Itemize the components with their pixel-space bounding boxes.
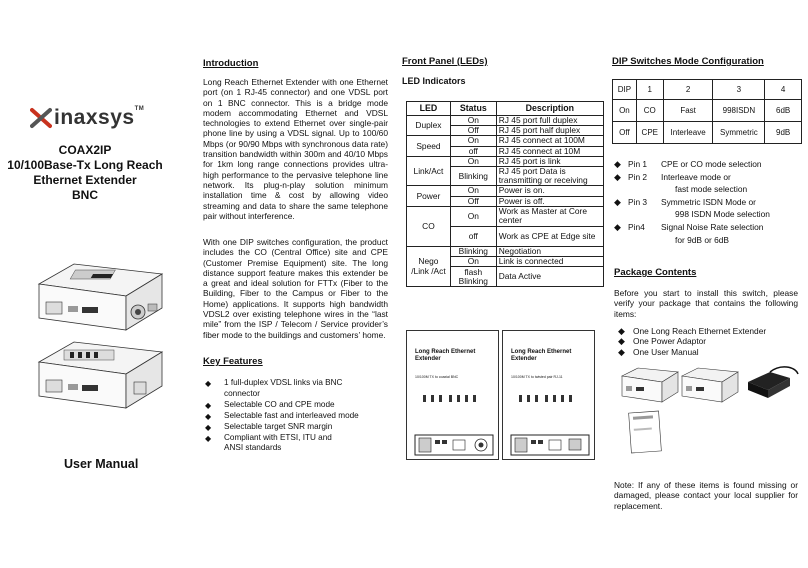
diamond-bullet-icon: ◆ [205, 379, 212, 388]
diamond-bullet-icon: ◆ [618, 336, 625, 347]
table-row: Nego /Link /Act Blinking Negotiation [407, 246, 604, 256]
product-line-2: 10/100Base-Tx Long Reach [7, 158, 163, 172]
diamond-bullet-icon: ◆ [618, 326, 625, 336]
list-item: ◆ Selectable target SNR margin [205, 421, 333, 432]
table-row: Off RJ 45 port half duplex [407, 126, 604, 136]
table-row: off Work as CPE at Edge site [407, 226, 604, 246]
diamond-bullet-icon: ◆ [614, 171, 621, 182]
panel-rj11-graphic [507, 387, 592, 459]
diamond-bullet-icon: ◆ [614, 159, 621, 169]
diamond-bullet-icon: ◆ [614, 221, 621, 232]
list-item: ◆ Selectable fast and interleaved mode [205, 410, 359, 421]
list-item: ◆ Pin 3 Symmetric ISDN Mode or 998 ISDN Mode selection [614, 196, 770, 220]
table-row: Link/Act On RJ 45 port is link [407, 156, 604, 166]
front-panel-column [402, 0, 602, 568]
dip-table [612, 79, 802, 144]
package-items-image [620, 362, 802, 466]
panel-subtitle: 10/100M TX to coaxial BNC [415, 375, 459, 379]
panel-bnc-graphic [411, 387, 496, 459]
package-contents-heading: Package Contents [614, 267, 697, 278]
table-header-row [407, 102, 604, 116]
dip-heading: DIP Switches Mode Configuration [612, 56, 764, 67]
panel-title: Long Reach Ethernet [511, 349, 572, 355]
table-row: flash Blinking Data Active [407, 267, 604, 287]
list-item: ◆ Pin4 Signal Noise Rate selection for 9dB or 6dB [614, 221, 764, 245]
package-intro: Before you start to install this switch, please verify your package that contains the following items: [614, 288, 798, 319]
table-row: Duplex On RJ 45 port full duplex [407, 116, 604, 126]
column-header: Status [450, 102, 496, 116]
table-row: Power On Power is on. [407, 186, 604, 196]
intro-column [203, 0, 393, 568]
front-panel-heading: Front Panel (LEDs) [402, 56, 488, 67]
brand-x-icon [30, 107, 52, 129]
led-indicators-subheading: LED Indicators [402, 76, 466, 86]
cover-column [0, 0, 200, 568]
table-row: CO On Work as Master at Core center [407, 206, 604, 226]
led-table [406, 101, 604, 287]
diamond-bullet-icon: ◆ [205, 400, 212, 410]
list-item: ◆ Selectable CO and CPE mode [205, 399, 335, 410]
column-header: LED [407, 102, 451, 116]
diamond-bullet-icon: ◆ [205, 411, 212, 421]
brand-tm: TM [134, 106, 145, 112]
diamond-bullet-icon: ◆ [205, 422, 212, 432]
list-item: ◆ One Power Adaptor [618, 336, 707, 347]
table-row: Off Power is off. [407, 196, 604, 206]
user-manual-label: User Manual [64, 457, 139, 471]
list-item: ◆ One Long Reach Ethernet Extender [618, 326, 767, 336]
panel-title: Long Reach Ethernet [415, 349, 476, 355]
key-features-heading: Key Features [203, 356, 263, 367]
table-row: On Link is connected [407, 257, 604, 267]
product-title [0, 143, 170, 203]
diamond-bullet-icon: ◆ [618, 346, 625, 357]
list-item: ◆ Pin 1 CPE or CO mode selection [614, 159, 762, 169]
brand-logo [30, 106, 144, 130]
list-item: ◆ One User Manual [618, 346, 699, 357]
key-features-list [205, 378, 390, 454]
device-bnc-image [34, 262, 166, 334]
product-model: COAX2IP [58, 143, 112, 157]
diamond-bullet-icon: ◆ [205, 433, 212, 443]
dip-pin-list [614, 158, 802, 246]
table-row: Blinking RJ 45 port Data is transmitting or receiving [407, 167, 604, 186]
front-panel-rj11 [502, 330, 595, 460]
panel-subtitle: 10/100M TX to twisted pair RJ-11 [511, 375, 563, 379]
column-header: Description [496, 102, 603, 116]
panel-title-2: Extender [415, 356, 441, 362]
table-row: On CO Fast 998ISDN 6dB [613, 100, 802, 122]
table-header-row: DIP 1 2 3 4 [613, 80, 802, 100]
introduction-heading: Introduction [203, 58, 259, 69]
product-line-4: BNC [72, 188, 98, 202]
dip-package-column [612, 0, 802, 568]
front-panel-bnc [406, 330, 499, 460]
table-row: off RJ 45 connect at 10M [407, 146, 604, 156]
device-rj11-image [34, 340, 166, 412]
list-item: ◆ Pin 2 Interleave mode or fast mode selection [614, 171, 748, 195]
package-note: Note: If any of these items is found missing or damaged, please contact your local supplier for replacement. [614, 480, 798, 511]
introduction-paragraph-1: Long Reach Ethernet Extender with one Ethernet port (on 1 RJ-45 connector) and one VDSL port on 1 BNC connector. This is a bridge mode modem accommodating Ethernet and VDSL technologies to extend Ethernet over single-pair phone line by using a VDSL signal. Up to 100/60 Mbps (or 90/90 Mbps with synchronous data rate) transition bandwidth within 300m and 40/10 Mbps for 1km long range connections provides ultra-high performance to the pervasive telephone line network. Its plug-n-play solution minimum installation time & cost by allowing video streaming and data to share the same telephone pair without interference. [203, 77, 388, 221]
panel-title-2: Extender [511, 356, 537, 362]
list-item: ◆ Compliant with ETSI, ITU and ANSI standards [205, 432, 332, 453]
package-list [618, 326, 802, 357]
table-row: Off CPE Interleave Symmetric 9dB [613, 122, 802, 144]
table-row: Speed On RJ 45 connect at 100M [407, 136, 604, 146]
brand-name: inaxsys [54, 106, 135, 129]
introduction-paragraph-2: With one DIP switches configuration, the product includes the CO (Central Office) site and CPE (Customer Premise Equipment) site. The long distance support feature makes this extender be a great and ideal solution for FTTx (Fiber to the Building, Fiber to the Campus or Fiber to the Home) applications. It supports high bandwidth VDSL2 over existing telephone wires in the “last mile” from the ISP / Telecom / Service provider’s fiber mode to the buildings and customers’ home. [203, 237, 388, 340]
list-item: ◆ 1 full-duplex VDSL links via BNC connector [205, 378, 343, 398]
product-line-3: Ethernet Extender [33, 173, 137, 187]
diamond-bullet-icon: ◆ [614, 196, 621, 207]
